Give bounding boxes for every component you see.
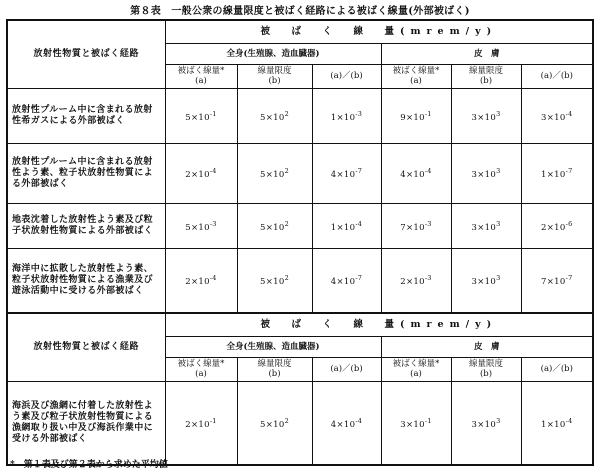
mantissa: 1 [330,222,337,233]
whole-body-group: 全身(生殖腺、造血臓器) [226,341,320,352]
times-ten: ×10 [405,222,425,233]
dose-a-unit: (a) [195,369,207,379]
times-ten: ×10 [336,277,356,288]
value-cell [165,88,237,143]
ratio-label: (a)／(b) [540,364,573,374]
exponent: 3 [496,274,501,283]
dose-a-unit: (a) [195,76,207,86]
skin-group: 皮 膚 [474,48,500,59]
dose-title: 被 ば く 線 量(mrem/y) [260,25,498,37]
times-ten: ×10 [336,419,356,430]
limit-b-label: 線量限度 [468,359,503,369]
value-cell [165,381,237,465]
ratio-header [521,64,593,88]
dose-table [6,19,594,466]
value-cell [237,203,312,248]
times-ten: ×10 [405,112,425,123]
table-row [7,248,593,313]
value-cell [451,88,521,143]
times-ten: ×10 [477,277,497,288]
times-ten: ×10 [405,419,425,430]
exposure-path: 地表沈着した放射性よう素及び粒子状放射性物質による外部被ばく [12,214,154,236]
exposure-path-cell [7,248,165,313]
exponent: 3 [496,219,501,228]
dose-a-label: 被ばく線量* [177,359,225,369]
mantissa: 4 [330,169,337,180]
value-cell [381,381,451,465]
times-ten: ×10 [477,112,497,123]
dose-a-header [165,357,237,381]
dose-a-unit: (a) [410,369,422,379]
dose-a-label: 被ばく線量* [392,359,440,369]
skin-group-cell [381,43,593,64]
row-label-header-text: 放射性物質と被ばく経路 [33,342,140,353]
times-ten: ×10 [405,277,425,288]
times-ten: ×10 [336,112,356,123]
limit-b-label: 線量限度 [257,359,292,369]
mantissa: 3 [541,112,547,123]
dose-title-cell [165,20,593,43]
value-cell [521,248,593,313]
times-ten: ×10 [265,419,285,430]
mantissa: 2 [541,222,547,233]
times-ten: ×10 [190,419,210,430]
times-ten: ×10 [546,419,566,430]
footnote: * 第１表及び第２表から求めた平均値 [10,460,168,470]
value-cell [237,248,312,313]
times-ten: ×10 [546,112,566,123]
limit-b-header [451,357,521,381]
times-ten: ×10 [546,277,566,288]
value-cell [237,381,312,465]
times-ten: ×10 [190,112,210,123]
times-ten: ×10 [190,222,210,233]
dose-a-unit: (a) [410,76,422,86]
mantissa: 1 [330,112,337,123]
value-cell [451,381,521,465]
mantissa: 5 [260,169,266,180]
mantissa: 2 [185,277,191,288]
ratio-header [312,357,381,381]
value-cell [312,248,381,313]
dose-title: 被 ば く 線 量(mrem/y) [260,318,498,330]
exponent: -4 [209,274,217,283]
skin-group-cell [381,336,593,357]
table-row [7,88,593,143]
exposure-path-cell [7,88,165,143]
exponent: -7 [355,167,363,176]
value-cell [521,203,593,248]
dose-a-header [381,64,451,88]
mantissa: 4 [400,169,406,180]
dose-a-label: 被ばく線量* [392,66,440,76]
limit-b-header [237,357,312,381]
mantissa: 5 [260,112,266,123]
times-ten: ×10 [190,169,210,180]
mantissa: 5 [260,277,266,288]
table-row [7,381,593,465]
exponent: -4 [209,167,217,176]
value-cell [237,88,312,143]
header-row-title [7,313,593,336]
value-cell [312,203,381,248]
exponent: -7 [565,167,573,176]
exponent: -3 [424,219,432,228]
value-cell [312,88,381,143]
limit-b-unit: (b) [479,369,493,379]
dose-table-body [7,20,593,465]
exponent: 3 [496,109,501,118]
mantissa: 5 [185,222,191,233]
mantissa: 5 [260,419,266,430]
value-cell [381,248,451,313]
mantissa: 5 [260,222,266,233]
row-label-header [7,313,165,381]
whole-body-group: 全身(生殖腺、造血臓器) [226,48,320,59]
times-ten: ×10 [477,222,497,233]
value-cell [312,381,381,465]
header-row-title [7,20,593,43]
exposure-path: 海洋中に拡散した放射性よう素、粒子状放射性物質による漁業及び遊泳活動中に受ける外部被ばく [12,263,154,296]
exposure-path-cell [7,203,165,248]
value-cell [521,143,593,203]
dose-a-label: 被ばく線量* [177,66,225,76]
value-cell [237,143,312,203]
exponent: 2 [284,416,289,425]
mantissa: 4 [330,419,337,430]
mantissa: 2 [185,419,191,430]
exponent: -7 [355,274,363,283]
times-ten: ×10 [336,222,356,233]
mantissa: 2 [400,277,406,288]
value-cell [165,248,237,313]
limit-b-label: 線量限度 [468,66,503,76]
mantissa: 3 [471,112,478,123]
mantissa: 7 [541,277,547,288]
ratio-label: (a)／(b) [540,71,573,81]
limit-b-header [451,64,521,88]
ratio-header [312,64,381,88]
mantissa: 3 [471,277,478,288]
value-cell [451,248,521,313]
value-cell [312,143,381,203]
times-ten: ×10 [405,169,425,180]
mantissa: 3 [471,419,478,430]
exponent: -3 [209,219,217,228]
mantissa: 5 [185,112,191,123]
table-row [7,203,593,248]
times-ten: ×10 [477,419,497,430]
skin-group: 皮 膚 [474,341,500,352]
dose-a-header [381,357,451,381]
value-cell [451,143,521,203]
exponent: -1 [424,109,432,118]
mantissa: 9 [400,112,406,123]
limit-b-unit: (b) [268,76,281,86]
value-cell [381,203,451,248]
limit-b-unit: (b) [479,76,493,86]
exponent: -1 [424,416,432,425]
whole-body-group-cell [165,336,381,357]
value-cell [165,143,237,203]
value-cell [165,203,237,248]
table-caption: 第８表 一般公衆の線量限度と被ばく経路による被ばく線量(外部被ばく) [130,6,470,17]
times-ten: ×10 [546,169,566,180]
value-cell [381,88,451,143]
mantissa: 1 [541,169,547,180]
exponent: 2 [284,167,289,176]
exponent: -7 [565,274,573,283]
exponent: -4 [355,219,363,228]
exponent: -4 [565,416,573,425]
ratio-label: (a)／(b) [330,71,363,81]
exponent: 2 [284,109,289,118]
times-ten: ×10 [546,222,566,233]
exponent: -4 [424,167,432,176]
exponent: -3 [424,274,432,283]
limit-b-label: 線量限度 [257,66,292,76]
exponent: 3 [496,167,501,176]
value-cell [521,381,593,465]
exponent: -4 [355,416,363,425]
row-label-header-text: 放射性物質と被ばく経路 [33,49,140,60]
times-ten: ×10 [265,169,285,180]
mantissa: 4 [330,277,337,288]
times-ten: ×10 [336,169,356,180]
ratio-label: (a)／(b) [330,364,363,374]
table-row [7,143,593,203]
limit-b-unit: (b) [268,369,281,379]
exponent: 2 [284,274,289,283]
exponent: -3 [355,109,363,118]
row-label-header [7,20,165,88]
times-ten: ×10 [265,112,285,123]
mantissa: 3 [471,222,478,233]
mantissa: 1 [541,419,547,430]
mantissa: 3 [471,169,478,180]
whole-body-group-cell [165,43,381,64]
exponent: 3 [496,416,501,425]
exponent: 2 [284,219,289,228]
value-cell [521,88,593,143]
mantissa: 3 [400,419,406,430]
exponent: -1 [209,109,217,118]
ratio-header [521,357,593,381]
dose-a-header [165,64,237,88]
exposure-path: 放射性プルーム中に含まれる放射性よう素、粒子状放射性物質による外部被ばく [12,156,154,189]
mantissa: 7 [400,222,406,233]
times-ten: ×10 [265,277,285,288]
times-ten: ×10 [477,169,497,180]
exposure-path-cell [7,143,165,203]
exponent: -4 [565,109,573,118]
limit-b-header [237,64,312,88]
exposure-path: 放射性プルーム中に含まれる放射性希ガスによる外部被ばく [12,104,153,126]
value-cell [381,143,451,203]
exposure-path: 海浜及び漁網に付着した放射性よう素及び粒子状放射性物質による漁網取り扱い中及び海浜作業中に受ける外部被ばく [12,400,154,444]
exponent: -6 [565,219,573,228]
exponent: -1 [209,416,217,425]
value-cell [451,203,521,248]
exposure-path-cell [7,381,165,465]
mantissa: 2 [185,169,191,180]
times-ten: ×10 [265,222,285,233]
times-ten: ×10 [190,277,210,288]
dose-title-cell [165,313,593,336]
